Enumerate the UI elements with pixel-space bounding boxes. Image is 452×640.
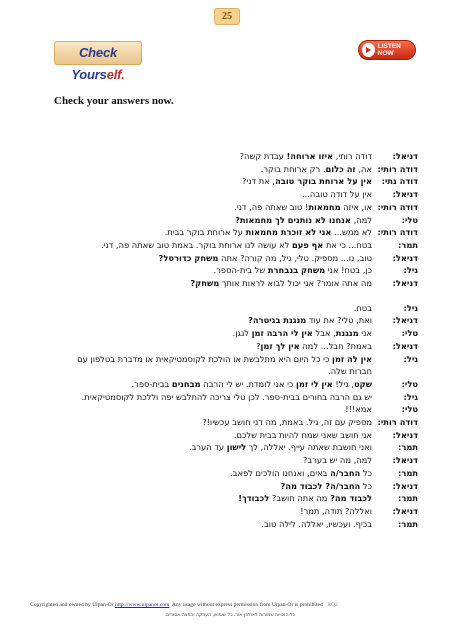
highlighted-phrase: אני לא זוכרת מחמאות xyxy=(245,227,332,238)
dialogue-line xyxy=(62,302,372,315)
line-text: מה אתה חושב? xyxy=(269,493,331,504)
speaker-name: תמר: xyxy=(398,239,418,250)
dialogue-row xyxy=(62,327,418,340)
line-text: ? xyxy=(256,340,261,351)
line-text: . רק ארוחת בוקר. xyxy=(260,163,326,174)
dialogue-line xyxy=(62,480,372,493)
speaker-name: דניאל: xyxy=(392,278,418,289)
speaker-name: גיל: xyxy=(403,265,418,276)
dialogue-row xyxy=(62,480,418,493)
play-icon xyxy=(362,43,375,57)
dialogue-line xyxy=(62,314,372,327)
ulpanor-link[interactable]: http://www.ulpanor.com xyxy=(115,602,170,608)
dialogue-line xyxy=(62,214,372,227)
speaker-name: טלי: xyxy=(401,378,418,389)
footer-hebrew-note: כל הזכויות שמורות לאולפן-אור. כל שימוש, העתקה והפצה אסורים. xyxy=(164,613,296,618)
speaker-name: דניאל: xyxy=(392,252,418,263)
highlighted-phrase: אין לה זמן xyxy=(331,353,372,364)
highlighted-phrase: לכבוד מה? xyxy=(330,493,372,504)
dialogue-row xyxy=(62,353,418,378)
line-text: אני xyxy=(358,328,372,339)
speaker-name: דניאל: xyxy=(392,315,418,326)
line-text: מספיק עם זה, גיל. באמת, מה דני חושב עכשיו!? xyxy=(202,417,372,428)
dialogue-line xyxy=(62,429,372,442)
dialogue-row xyxy=(62,492,418,505)
line-text: טוב, נו... מספיק. טלי, גיל, מה קורה? אתה xyxy=(218,252,372,263)
highlighted-phrase: לישון xyxy=(226,442,247,453)
dialogue-row xyxy=(62,175,418,188)
dialogue-row xyxy=(62,467,418,480)
copyright-footer xyxy=(30,602,430,608)
highlighted-phrase: החבר/ה xyxy=(330,467,361,478)
dialogue-row xyxy=(62,403,418,416)
line-text: דודה רותי, xyxy=(333,151,372,161)
highlighted-phrase: משחק? xyxy=(190,278,220,289)
dialogue-row xyxy=(62,314,418,327)
dialogue-line xyxy=(62,290,372,302)
line-text: או, איזה xyxy=(340,201,372,212)
dialogue-row xyxy=(62,277,418,290)
highlighted-phrase: אנחנו לא נותנים לך מחמאות? xyxy=(235,214,351,225)
speaker-name: טלי: xyxy=(401,214,418,225)
highlighted-phrase: מבחנים xyxy=(171,378,201,389)
highlighted-phrase: משחק כדורסל? xyxy=(158,252,219,263)
dialogue-line xyxy=(62,340,372,353)
dialogue-line xyxy=(62,467,372,480)
speaker-name xyxy=(372,290,418,302)
dialogue-row xyxy=(62,226,418,239)
line-text: עבדת קשה? xyxy=(239,151,287,161)
dialogue-line xyxy=(62,277,372,290)
speaker-name: דניאל: xyxy=(392,455,418,466)
line-text: למה, xyxy=(350,214,372,225)
highlighted-phrase: אין לי זמן xyxy=(295,378,333,389)
dialogue-row xyxy=(62,163,418,176)
speaker-name: דודה רותי: xyxy=(377,417,418,428)
line-text: בבית-ספר. xyxy=(131,378,172,389)
dialogue-row xyxy=(62,340,418,353)
dialogue-line xyxy=(62,327,372,340)
dialogue-row xyxy=(62,264,418,277)
speaker-name: תמר: xyxy=(398,518,418,529)
footer-suffix: . Any usage without express permission from Ulpan-Or is prohibited xyxy=(169,602,323,608)
speaker-name: דודה רותי: xyxy=(377,201,418,212)
dialogue-line xyxy=(62,252,372,265)
footer-code: RQ2 xyxy=(327,602,338,608)
instruction-text: Check your answers now. xyxy=(54,95,174,107)
line-text: אין על דודה טובה... xyxy=(302,189,372,200)
dialogue-line xyxy=(62,518,372,531)
line-text: לנגן. xyxy=(232,328,252,339)
dialogue-row xyxy=(62,214,418,227)
speaker-name: דודה רותי: xyxy=(377,227,418,238)
dialogue-line xyxy=(62,201,372,214)
line-text: כל xyxy=(360,467,372,478)
line-text: כי כל היום היא מתלבשת או הולכת לקוסמטיקאית או מדברת בטלפון עם חברות שלה. xyxy=(77,353,372,377)
footer-prefix: Copyrighted and owned by Ulpan-Or xyxy=(30,602,114,608)
speaker-name: דניאל: xyxy=(392,189,418,200)
dialogue-row xyxy=(62,441,418,454)
speaker-name: טלי: xyxy=(401,404,418,415)
highlighted-phrase: החבר/ה? לכבוד מה? xyxy=(280,480,361,491)
line-text: יש גם הרבה בחורים בבית-ספר. לכן טלי צריכה להתלבש יפה וללכת לקוסמטיקאית. xyxy=(81,391,372,402)
line-text: בטח... כי את xyxy=(323,239,372,250)
highlighted-phrase: אף פעם xyxy=(292,239,324,250)
dialogue-row xyxy=(62,188,418,201)
dialogue-row xyxy=(62,454,418,467)
dialogue-transcript xyxy=(62,150,418,530)
speaker-name: דודה רותי: xyxy=(377,163,418,174)
highlighted-phrase: מנגנת xyxy=(335,328,359,339)
speaker-name: דניאל: xyxy=(392,340,418,351)
dialogue-line xyxy=(62,163,372,176)
line-text: כל xyxy=(360,480,372,491)
highlighted-phrase: אין לי הרבה זמן xyxy=(251,328,313,339)
line-text: מה אתה אומר? אני יכול לבוא לראות אותך xyxy=(219,278,372,289)
dialogue-row xyxy=(62,518,418,531)
line-text: ! טוב שאתה פה, דני. xyxy=(234,201,309,212)
line-text: ואללה? תודה, תמר! xyxy=(300,505,372,516)
highlighted-phrase: איזו ארוחה! xyxy=(286,151,334,161)
dialogue-line xyxy=(62,188,372,201)
line-text: אמא!!! xyxy=(345,404,372,415)
dialogue-line xyxy=(62,454,372,467)
dialogue-line xyxy=(62,175,372,188)
dialogue-line xyxy=(62,264,372,277)
highlighted-phrase: מנגנת בגיטרה? xyxy=(248,315,307,326)
line-text: , גיל! xyxy=(332,378,354,389)
highlighted-phrase: משחק בנבחרת xyxy=(267,265,326,276)
line-text: בטח. xyxy=(353,302,372,313)
line-text: למה, מה יש בערב? xyxy=(303,455,372,466)
speaker-name: תמר: xyxy=(398,467,418,478)
line-text: בכיף. ועכשיו, יאללה. לילה טוב. xyxy=(261,518,372,529)
line-text: ואת, טלי? את עוד xyxy=(306,315,372,326)
listen-now-label: LISTEN NOW xyxy=(377,43,401,57)
dialogue-line xyxy=(62,505,372,518)
speaker-name: דניאל: xyxy=(392,429,418,440)
line-text: אני חושב שאני שמח להיות בבית שלכם. xyxy=(233,429,372,440)
dialogue-line xyxy=(62,239,372,252)
line-text: כי אני לומדת. יש לי הרבה xyxy=(200,378,296,389)
speaker-name: דניאל: xyxy=(392,151,418,161)
line-text: לא עושה לנו ארוחת בוקר. באמת טוב שאתה פה, דני. xyxy=(100,239,293,250)
logo-text-main: Check Yours xyxy=(71,45,118,82)
dialogue-line xyxy=(62,441,372,454)
dialogue-row xyxy=(62,290,418,302)
speaker-name: גיל: xyxy=(403,353,418,364)
highlighted-phrase: אין לך זמן xyxy=(260,340,300,351)
highlighted-phrase: שקט xyxy=(353,378,372,389)
dialogue-row xyxy=(62,239,418,252)
page-number: 25 xyxy=(214,8,240,25)
dialogue-row xyxy=(62,391,418,404)
line-text: אה, xyxy=(355,163,372,174)
line-text: על ארוחת בוקר בבית. xyxy=(164,227,246,238)
dialogue-row xyxy=(62,252,418,265)
dialogue-line xyxy=(62,353,372,378)
speaker-name: גיל: xyxy=(403,302,418,313)
logo-text-accent: elf. xyxy=(106,67,125,82)
speaker-name: דניאל: xyxy=(392,505,418,516)
dialogue-row xyxy=(62,416,418,429)
speaker-name: גיל: xyxy=(403,391,418,402)
listen-now-button[interactable] xyxy=(358,40,416,60)
line-text: , אבל xyxy=(312,328,336,339)
highlighted-phrase: מחמאות xyxy=(308,201,341,212)
dialogue-line xyxy=(62,403,372,416)
dialogue-line xyxy=(62,150,372,163)
check-yourself-logo xyxy=(54,41,142,82)
line-text: ואני חושבת שאתה עייף. יאללה, לך xyxy=(246,442,372,453)
dialogue-line xyxy=(62,492,372,505)
line-text: כן, בטח! אני xyxy=(325,265,372,276)
dialogue-line xyxy=(62,416,372,429)
line-text: עד הערב. xyxy=(188,442,227,453)
dialogue-row xyxy=(62,429,418,442)
line-text: לא ממש... xyxy=(331,227,372,238)
speaker-name: טלי: xyxy=(401,328,418,339)
speaker-name: דניאל: xyxy=(392,480,418,491)
line-text: באמת? חבל... למה xyxy=(299,340,372,351)
dialogue-line xyxy=(62,378,372,391)
line-text: , את דני? xyxy=(242,176,276,187)
dialogue-row xyxy=(62,302,418,315)
dialogue-row xyxy=(62,150,418,163)
line-text: של בית-הספר. xyxy=(213,265,268,276)
speaker-name: תמר: xyxy=(398,493,418,504)
dialogue-row xyxy=(62,505,418,518)
dialogue-row xyxy=(62,378,418,391)
speaker-name: דודה נתי: xyxy=(381,176,418,187)
highlighted-phrase: אין על ארוחת בוקר טובה xyxy=(275,176,372,187)
dialogue-line xyxy=(62,391,372,404)
speaker-name: תמר: xyxy=(398,442,418,453)
highlighted-phrase: זה כלום xyxy=(325,163,356,174)
line-text: באים, ואנחנו הולכים לפאב. xyxy=(230,467,331,478)
dialogue-row xyxy=(62,201,418,214)
highlighted-phrase: לכבודך! xyxy=(238,493,270,504)
dialogue-line xyxy=(62,226,372,239)
